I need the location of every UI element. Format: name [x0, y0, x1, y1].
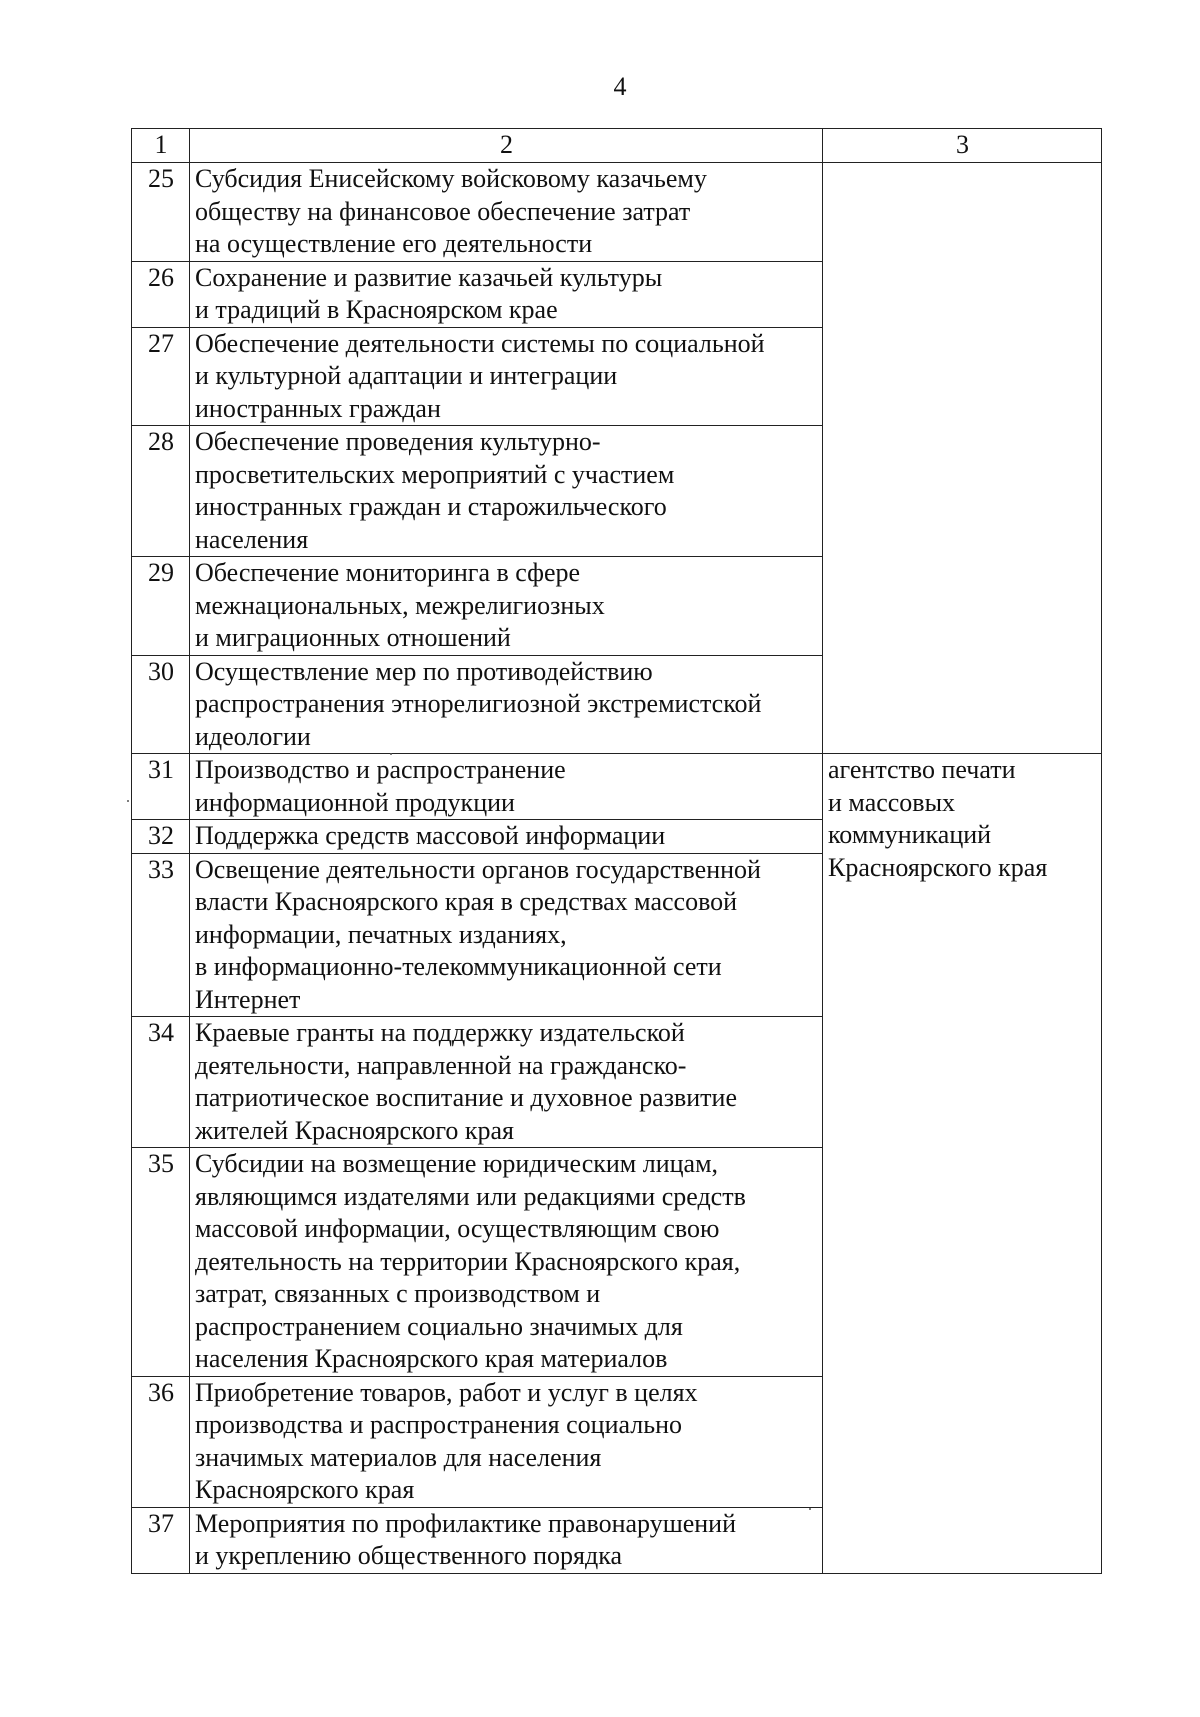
header-col-1: 1 [132, 129, 190, 163]
scan-speck [390, 753, 392, 755]
row-number: 33 [132, 853, 190, 1017]
row-description: Сохранение и развитие казачьей культуры и традиций в Красноярском крае [190, 261, 823, 327]
row-number: 26 [132, 261, 190, 327]
row-number: 27 [132, 327, 190, 426]
table-row [132, 754, 1102, 820]
document-table [131, 128, 1102, 1574]
table-row [132, 163, 1102, 262]
row-number: 25 [132, 163, 190, 262]
scan-speck [127, 800, 129, 802]
row-number: 35 [132, 1148, 190, 1377]
row-description: Приобретение товаров, работ и услуг в целях производства и распространения социально значимых материалов для населения Красноярского края [190, 1376, 823, 1507]
row-description: Обеспечение мониторинга в сфере межнациональных, межрелигиозных и миграционных отношений [190, 557, 823, 656]
responsible-cell-group-1 [823, 163, 1102, 754]
scan-speck [809, 1508, 811, 1510]
row-number: 32 [132, 820, 190, 854]
row-description: Производство и распространение информационной продукции [190, 754, 823, 820]
row-description: Поддержка средств массовой информации [190, 820, 823, 854]
row-description: Субсидии на возмещение юридическим лицам, являющимся издателями или редакциями средств массовой информации, осуществляющим свою деятельность на территории Красноярского края, затрат, связанных с производством и распространением социально значимых для населения Красноярского края материалов [190, 1148, 823, 1377]
header-col-3: 3 [823, 129, 1102, 163]
row-description: Осуществление мер по противодействию распространения этнорелигиозной экстремистской идеологии [190, 655, 823, 754]
row-description: Освещение деятельности органов государственной власти Красноярского края в средствах массовой информации, печатных изданиях, в информационно-телекоммуникационной сети Интернет [190, 853, 823, 1017]
header-col-2: 2 [190, 129, 823, 163]
row-description: Мероприятия по профилактике правонарушений и укреплению общественного порядка [190, 1507, 823, 1573]
row-number: 30 [132, 655, 190, 754]
row-number: 29 [132, 557, 190, 656]
responsible-cell-group-2: агентство печати и массовых коммуникаций Красноярского края [823, 754, 1102, 1574]
row-number: 34 [132, 1017, 190, 1148]
row-description: Субсидия Енисейскому войсковому казачьему обществу на финансовое обеспечение затрат на осуществление его деятельности [190, 163, 823, 262]
row-description: Обеспечение проведения культурно- просветительских мероприятий с участием иностранных граждан и старожильческого населения [190, 426, 823, 557]
row-description: Обеспечение деятельности системы по социальной и культурной адаптации и интеграции иностранных граждан [190, 327, 823, 426]
page-number: 4 [613, 72, 627, 101]
row-number: 36 [132, 1376, 190, 1507]
row-number: 28 [132, 426, 190, 557]
row-number: 31 [132, 754, 190, 820]
row-description: Краевые гранты на поддержку издательской деятельности, направленной на гражданско- патриотическое воспитание и духовное развитие жителей Красноярского края [190, 1017, 823, 1148]
row-number: 37 [132, 1507, 190, 1573]
table-header-row [132, 129, 1102, 163]
